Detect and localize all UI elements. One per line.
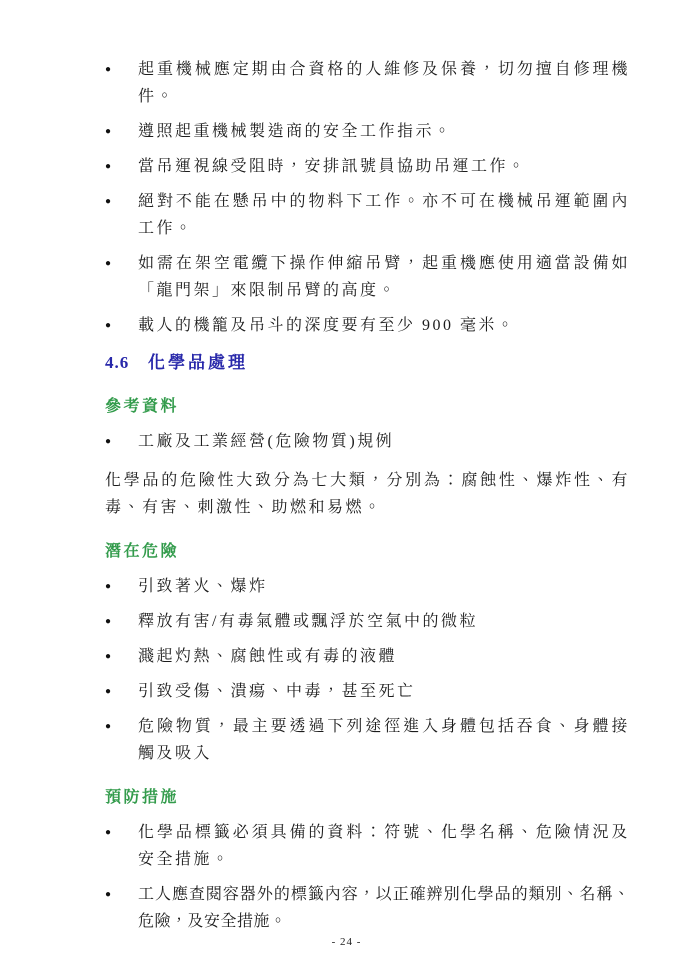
list-item (105, 56, 630, 110)
section-number: 4.6 (105, 353, 130, 372)
subheading-precautions: 預防措施 (105, 789, 180, 806)
bullet-text: 濺起灼熱、腐蝕性或有毒的液體 (138, 648, 398, 665)
bullet-icon: ● (105, 161, 112, 172)
list-item (105, 678, 630, 705)
bullet-text: 當吊運視線受阻時，安排訊號員協助吊運工作。 (138, 158, 527, 175)
list-item (105, 188, 630, 242)
precautions-section (105, 784, 630, 935)
bullet-text: 化學品標籤必須具備的資料：符號、化學名稱、危險情況及安全措施。 (138, 824, 630, 868)
chemical-categories-paragraph: 化學品的危險性大致分為七大類，分別為：腐蝕性、爆炸性、有毒、有害、刺激性、助燃和易燃。 (105, 472, 630, 516)
bullet-icon: ● (105, 64, 112, 75)
bullet-icon: ● (105, 126, 112, 137)
bullet-text: 遵照起重機械製造商的安全工作指示。 (138, 123, 453, 140)
bullet-icon: ● (105, 651, 112, 662)
bullet-icon: ● (105, 827, 112, 838)
list-item (105, 881, 630, 935)
list-item (105, 153, 630, 180)
bullet-text: 載人的機籠及吊斗的深度要有至少 900 毫米。 (138, 317, 516, 334)
list-item (105, 312, 630, 339)
list-item (105, 608, 630, 635)
section-title: 化學品處理 (148, 353, 248, 372)
list-item (105, 713, 630, 767)
list-item (105, 573, 630, 600)
bullet-icon: ● (105, 581, 112, 592)
bullet-icon: ● (105, 889, 112, 900)
bullet-text: 工人應查閱容器外的標籤內容，以正確辨別化學品的類別、名稱、危險，及安全措施。 (138, 886, 630, 930)
bullet-icon: ● (105, 196, 112, 207)
bullet-icon: ● (105, 616, 112, 627)
list-item (105, 250, 630, 304)
bullet-icon: ● (105, 258, 112, 269)
list-item (105, 428, 630, 455)
subheading-hazards: 潛在危險 (105, 543, 180, 560)
list-item (105, 643, 630, 670)
bullet-text: 引致著火、爆炸 (138, 578, 268, 595)
bullet-text: 危險物質，最主要透過下列途徑進入身體包括吞食、身體接觸及吸入 (138, 718, 630, 762)
list-item (105, 819, 630, 873)
section-heading (105, 349, 630, 376)
bullet-text: 起重機械應定期由合資格的人維修及保養，切勿擅自修理機件。 (138, 61, 630, 105)
bullet-text: 工廠及工業經營(危險物質)規例 (138, 433, 395, 450)
hazards-section (105, 538, 630, 767)
page-number: - 24 - (331, 936, 362, 948)
subheading-reference: 參考資料 (105, 398, 180, 415)
bullet-text: 絕對不能在懸吊中的物料下工作。亦不可在機械吊運範圍內工作。 (138, 193, 630, 237)
reference-section (105, 393, 630, 521)
bullet-text: 如需在架空電纜下操作伸縮吊臂，起重機應使用適當設備如「龍門架」來限制吊臂的高度。 (138, 255, 630, 299)
bullet-icon: ● (105, 320, 112, 331)
list-item (105, 118, 630, 145)
bullet-icon: ● (105, 686, 112, 697)
bullet-text: 引致受傷、潰瘍、中毒，甚至死亡 (138, 683, 416, 700)
crane-safety-bullet-list (105, 56, 630, 339)
bullet-text: 釋放有害/有毒氣體或飄浮於空氣中的微粒 (138, 613, 478, 630)
bullet-icon: ● (105, 436, 112, 447)
bullet-icon: ● (105, 721, 112, 732)
